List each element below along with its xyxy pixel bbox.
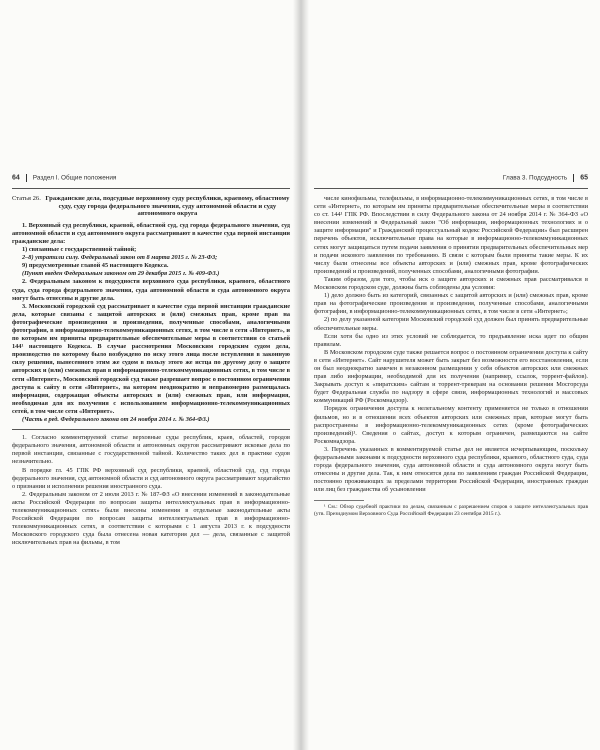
- footnote: ¹ См.: Обзор судебной практики по делам, связанным с разрешением споров о защите интеллектуальных прав (утв. Президиумом Верховного Суда Российской Федерации 23 сентября 2015 г.).: [314, 504, 588, 518]
- right-running-header: [314, 174, 588, 186]
- right-header-rule: [314, 188, 588, 189]
- law-paragraph: (Пункт введен Федеральным законом от 29 декабря 2015 г. № 409-ФЗ.): [22, 270, 220, 278]
- body-paragraph: Если хотя бы одно из этих условий не соблюдается, то предъявление иска идет по общим правилам.: [314, 332, 588, 348]
- law-paragraph: 2–8) утратили силу. Федеральный закон от 8 марта 2015 г. № 23-ФЗ;: [22, 254, 218, 262]
- header-divider: [26, 174, 27, 182]
- commentary-paragraph: В порядке гл. 45 ГПК РФ верховный суд республики, краевой, областной суд, суд города федерального значения, суд автономной области и суд автономного округа рассматривают ходатайство о признании и исполнении решения иностранного суда.: [12, 466, 290, 490]
- left-page-number: 64: [12, 174, 20, 182]
- commentary-divider: [12, 429, 290, 430]
- right-page: [300, 0, 600, 750]
- left-header-rule: [12, 188, 290, 189]
- left-running-head: Раздел I. Общие положения: [32, 174, 117, 182]
- law-text: [12, 222, 290, 424]
- footnote-rule: [314, 500, 364, 501]
- article-title: Гражданские дела, подсудные верховному суду республики, краевому, областному суду, суду города федерального значения, суду автономной области и суду автономного округа: [45, 195, 290, 218]
- body-paragraph: 1) дело должно быть из категорий, связанных с защитой авторских и (или) смежных прав, кроме прав на фотографические произведения и произведения, полученные способами, аналогичными фотографии, в информационно-телекоммуникационных сетях, в том числе в сети «Интернет»;: [314, 292, 588, 316]
- law-paragraph: 1) связанные с государственной тайной;: [22, 246, 137, 254]
- body-paragraph: числе кинофильмы, телефильмы, в информационно-телекоммуникационных сетях, в том числе в сети «Интернет», по которым им приняты предварительные обеспечительные меры в соответствии со ст. 144¹ ГПК РФ. Впоследствии в силу Федерального закона от 24 ноября 2014 г. № 364-ФЗ «О внесении изменений в Федеральный закон "Об информации, информационных технологиях и о защите информации" и Гражданский процессуальный кодекс Российской Федерации» был расширен перечень объектов, исключительные права на которые в информационно-телекоммуникационных сетях могут защищаться путем подачи заявления о принятии предварительных обеспечительных мер и подачи искового заявления по требованию. В связи с которым были приняты такие меры. К их числу были отнесены все объекты авторских и (или) смежных прав, кроме фотографических произведений и произведений, полученных способами, аналогичными фотографии.: [314, 195, 588, 275]
- left-content: [12, 195, 290, 547]
- commentary-paragraph: 1. Согласно комментируемой статье верховные суды республик, краев, областей, городов федерального значения, автономной области и автономных округов рассматривают исковые дела по первой инстанции, связанные с государственной тайной. Количество таких дел в практике судов незначительно.: [12, 434, 290, 466]
- right-page-number: 65: [580, 174, 588, 182]
- article-number: Статья 26.: [12, 195, 41, 202]
- right-running-head: Глава 3. Подсудность: [502, 174, 568, 182]
- law-paragraph: 3. Московский городской суд рассматривает в качестве суда первой инстанции гражданские дела, которые связаны с защитой авторских и (или) смежных прав, кроме прав на фотографические произведения и произведения, полученные способами, аналогичными фотографии, в информационно-телекоммуникационных сетях, в том числе в сети «Интернет», и по которым им приняты предварительные обеспечительные меры в соответствии со статьей 144¹ настоящего Кодекса. В случае рассмотрения Московским городским судом дела, производство по которому было возбуждено по иску этого лица после вступления в законную силу решения, вынесенного этим же судом в пользу этого же истца по другому делу о защите авторских и (или) смежных прав в информационно-телекоммуникационных сетях, в том числе в сети «Интернет», Московский городской суд также разрешает вопрос о постоянном ограничении доступа к сайту в сети «Интернет», на котором неоднократно и неправомерно размещалась информация, содержащая объекты авторских и (или) смежных прав, или информация, необходимая для их получения с использованием информационно-телекоммуникационных сетей, в том числе сети «Интернет».: [12, 302, 290, 415]
- commentary-paragraph: 2. Федеральным законом от 2 июля 2013 г. № 187-ФЗ «О внесении изменений в законодательные акты Российской Федерации по вопросам защиты интеллектуальных прав в информационно-телекоммуникационных сетях» были внесены изменения в отдельные законодательные акты Российской Федерации по вопросам защиты интеллектуальных прав в информационно-телекоммуникационных сетях, в соответствии с которыми с 1 августа 2013 г. к подсудности Московского городского суда была отнесена новая категория дел — дела, связанные с защитой исключительных прав на фильмы, в том: [12, 490, 290, 547]
- body-paragraph: 2) по делу указанной категории Московский городской суд должен был принять предварительные обеспечительные меры.: [314, 316, 588, 332]
- article-heading: [12, 195, 290, 218]
- law-paragraph: 2. Федеральным законом к подсудности верховного суда республики, краевого, областного суда, суда города федерального значения, суда автономной области и суда автономного округа могут быть отнесены и другие дела.: [12, 278, 290, 302]
- body-paragraph: В Московском городском суде также решается вопрос о постоянном ограничении доступа к сайту в сети «Интернет». Сайт нарушителя может быть закрыт без возможности его восстановления, если он был неоднократно замечен в незаконном размещении у себя объектов авторских или смежных прав либо информации, необходимой для их получения (например, ссылок, торрент-файлов). Закрывать доступ к «пиратским» сайтам и торрент-трекерам на основании решения Мосгорсуда будет Федеральная служба по надзору в сфере связи, информационных технологий и массовых коммуникаций РФ (Роскомнадзор).: [314, 348, 588, 405]
- body-paragraph: Таким образом, для того, чтобы иск о защите авторских и смежных прав рассматривался в Московском городском суде, должны быть соблюдены два условия:: [314, 275, 588, 292]
- right-content: [314, 195, 588, 518]
- commentary-text: [12, 434, 290, 547]
- law-paragraph: (Часть в ред. Федерального закона от 24 ноября 2014 г. № 364-ФЗ.): [22, 416, 210, 424]
- law-paragraph: 1. Верховный суд республики, краевой, областной суд, суд города федерального значения, суд автономной области и суд автономного округа рассматривают в качестве суда первой инстанции гражданские дела:: [12, 221, 290, 245]
- body-paragraph: 3. Перечень указанных в комментируемой статье дел не является исчерпывающим, поскольку федеральными законами к подсудности верховного суда республики, краевого, областного суда, суда города федерального значения, суда автономной области и суда автономного округа могут быть отнесены и другие дела. Так, к ним относятся дела по заявлениям граждан Российской Федерации, постоянно проживающих за пределами территории Российской Федерации, иностранных граждан или лиц без гражданства об усыновлении: [314, 445, 588, 494]
- left-running-header: [12, 174, 290, 186]
- header-divider: [573, 174, 574, 182]
- law-paragraph: 9) предусмотренные главой 45 настоящего Кодекса.: [22, 262, 169, 270]
- body-paragraph: Порядок ограничения доступа к нелегальному контенту применяется не только в отношении фильмов, но и в отношении всех объектов авторских или смежных прав, которые могут быть распространены в информационно-телекоммуникационных сетях (кроме фотографических произведений)¹. Сведения о сайтах, доступ к которым ограничен, размещаются на сайте Роскомнадзора.: [314, 405, 588, 445]
